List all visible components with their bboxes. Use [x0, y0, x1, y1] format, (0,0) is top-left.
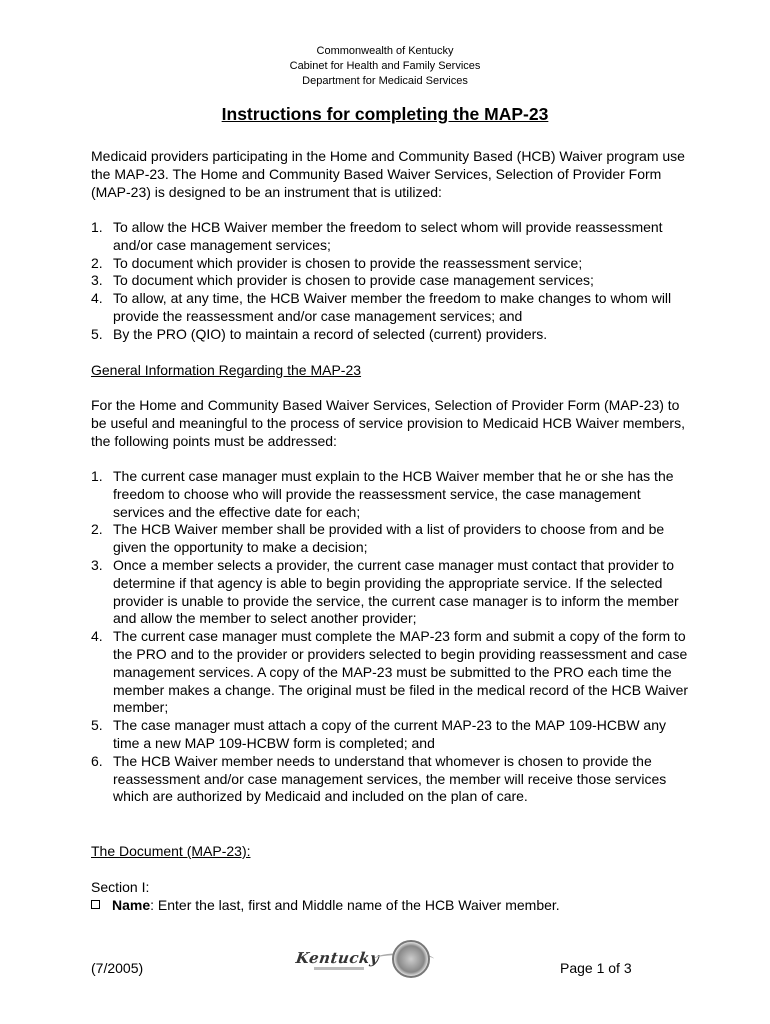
requirements-list-item — [91, 468, 691, 521]
list-item-text: Once a member selects a provider, the current case manager must contact that provider to determine if that agency is able to begin providing the appropriate service. If the selected provider is unable to provide the service, the current case manager is to inform the member and allow the member to select another provider; — [113, 556, 679, 627]
list-item-number: 6. — [91, 752, 103, 769]
name-instruction — [91, 897, 691, 915]
requirements-list-item — [91, 628, 691, 717]
list-item-number: 4. — [91, 628, 103, 645]
requirements-list-item — [91, 521, 691, 557]
list-item-number: 1. — [91, 219, 103, 235]
list-item-text: To allow, at any time, the HCB Waiver member the freedom to make changes to whom will provide the reassessment and/or case management services; and — [113, 290, 672, 324]
requirements-list-item — [91, 717, 691, 753]
requirements-list-item — [91, 557, 691, 628]
purpose-list-item — [91, 272, 691, 290]
state-seal-icon — [392, 940, 430, 978]
list-item-text: To document which provider is chosen to provide case management services; — [113, 272, 594, 289]
header-line-department: Department for Medicaid Services — [302, 75, 468, 87]
agency-header — [0, 44, 770, 89]
name-instruction-text: : Enter the last, first and Middle name of the HCB Waiver member. — [150, 897, 560, 913]
section-label: Section I: — [91, 879, 150, 895]
list-item-number: 5. — [91, 717, 103, 734]
purpose-list-item — [91, 219, 691, 255]
purpose-list — [91, 219, 691, 344]
list-item-number: 5. — [91, 325, 103, 342]
footer-page-number: Page 1 of 3 — [560, 960, 632, 976]
list-item-number: 2. — [91, 521, 103, 538]
footer-date: (7/2005) — [91, 960, 144, 976]
requirements-list — [91, 468, 691, 806]
kentucky-logo — [296, 937, 441, 977]
purpose-list-item — [91, 326, 691, 344]
list-item-text: To allow the HCB Waiver member the freedom to select whom will provide reassessment and/or case management services; — [113, 219, 663, 253]
list-item-number: 1. — [91, 468, 103, 484]
general-info-paragraph: For the Home and Community Based Waiver Services, Selection of Provider Form (MAP-23) to be useful and meaningful to the process of service provision to Medicaid HCB Waiver members, the following points must be addressed: — [91, 397, 685, 449]
list-item-text: By the PRO (QIO) to maintain a record of selected (current) providers. — [113, 325, 548, 342]
checkbox-bullet-icon — [91, 900, 100, 909]
purpose-list-item — [91, 290, 691, 326]
logo-underline — [314, 967, 364, 970]
purpose-list-item — [91, 255, 691, 273]
header-line-cabinet: Cabinet for Health and Family Services — [289, 60, 481, 72]
list-item-number: 3. — [91, 556, 103, 573]
requirements-list-item — [91, 753, 691, 806]
page-title: Instructions for completing the MAP-23 — [221, 104, 549, 124]
kentucky-logo-wordmark: Kentucky — [294, 949, 381, 967]
list-item-text: The current case manager must explain to the HCB Waiver member that he or she has the freedom to choose who will provide the reassessment service, the case management services and the effective date for each; — [113, 468, 674, 520]
list-item-number: 4. — [91, 290, 103, 307]
name-label: Name — [112, 897, 151, 913]
list-item-text: To document which provider is chosen to provide the reassessment service; — [113, 254, 583, 271]
list-item-text: The HCB Waiver member shall be provided with a list of providers to choose from and be given the opportunity to make a decision; — [113, 521, 665, 556]
list-item-text: The case manager must attach a copy of the current MAP-23 to the MAP 109-HCBW any time a new MAP 109-HCBW form is completed; and — [113, 717, 666, 751]
list-item-number: 2. — [91, 254, 103, 271]
list-item-text: The HCB Waiver member needs to understand that whomever is chosen to provide the reassessment and/or case management services, the member will receive those services which are authorized by Medicaid and included on the plan of care. — [113, 752, 667, 805]
document-heading: The Document (MAP-23): — [91, 843, 251, 859]
list-item-number: 3. — [91, 272, 103, 289]
general-info-heading: General Information Regarding the MAP-23 — [91, 362, 362, 378]
header-line-commonwealth: Commonwealth of Kentucky — [316, 45, 454, 57]
list-item-text: The current case manager must complete the MAP-23 form and submit a copy of the form to the PRO and to the provider or providers selected to begin providing reassessment and case management services. A copy of the MAP-23 must be submitted to the PRO each time the member makes a change. The original must be filed in the medical record of the HCB Waiver member; — [113, 628, 689, 716]
intro-paragraph: Medicaid providers participating in the Home and Community Based (HCB) Waiver program use the MAP-23. The Home and Community Based Waiver Services, Selection of Provider Form (MAP-23) is designed to be an instrument that is utilized: — [91, 148, 685, 200]
